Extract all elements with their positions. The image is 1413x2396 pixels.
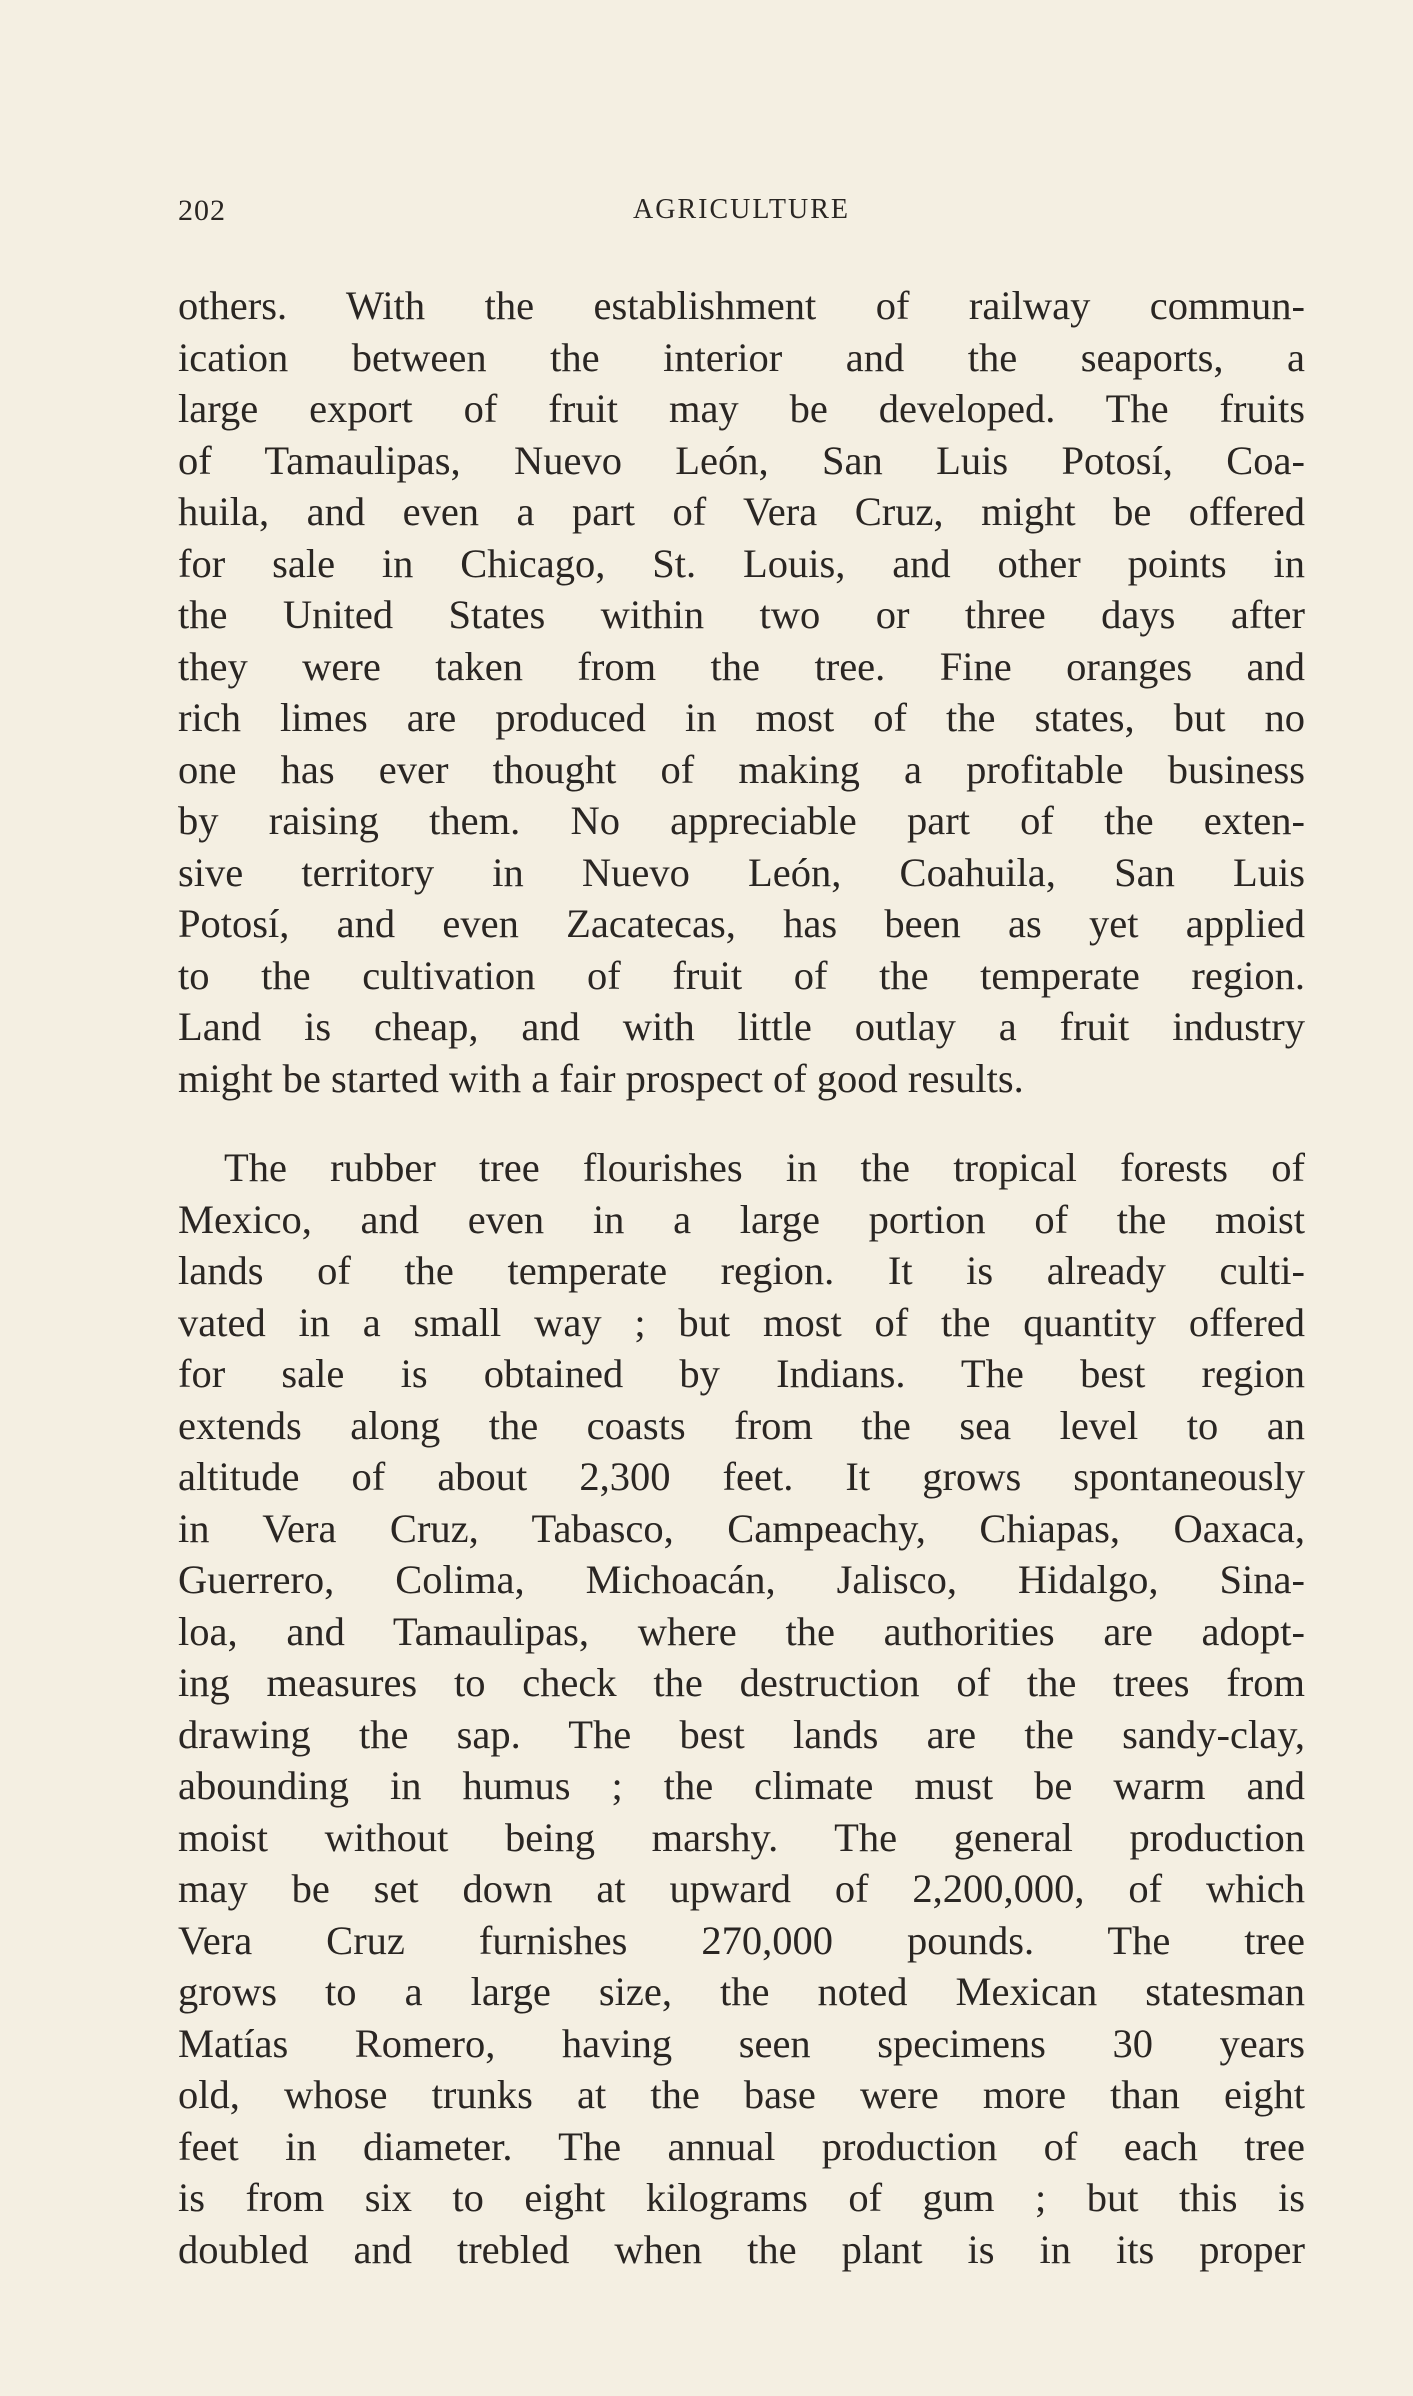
running-head (178, 194, 1305, 234)
text-line: others. With the establishment of railway commun- (178, 283, 1305, 328)
text-line: to the cultivation of fruit of the temperate region. (178, 952, 1305, 998)
text-line: may be set down at upward of 2,200,000, of which (178, 1866, 1305, 1911)
text-line: they were taken from the tree. Fine oranges and (178, 643, 1305, 689)
text-line: Guerrero, Colima, Michoacán, Jalisco, Hidalgo, Sina- (178, 1557, 1305, 1602)
text-line: Potosí, and even Zacatecas, has been as yet applied (178, 901, 1305, 946)
text-line: Vera Cruz furnishes 270,000 pounds. The tree (178, 1917, 1305, 1963)
text-line: lands of the temperate region. It is already culti- (178, 1248, 1305, 1293)
text-line: altitude of about 2,300 feet. It grows spontaneously (178, 1454, 1305, 1499)
text-line: by raising them. No appreciable part of the exten- (178, 798, 1305, 843)
text-line: ication between the interior and the seaports, a (178, 334, 1305, 380)
text-line: drawing the sap. The best lands are the sandy-clay, (178, 1711, 1305, 1757)
page-number: 202 (178, 194, 226, 227)
text-line: might be started with a fair prospect of good results. (178, 1055, 1024, 1101)
text-line: doubled and trebled when the plant is in its proper (178, 2226, 1305, 2272)
text-line: is from six to eight kilograms of gum ; but this is (178, 2175, 1305, 2220)
text-line: the United States within two or three days after (178, 592, 1305, 637)
text-line: Matías Romero, having seen specimens 30 years (178, 2020, 1305, 2066)
text-line: loa, and Tamaulipas, where the authorities are adopt- (178, 1608, 1305, 1654)
text-line: feet in diameter. The annual production of each tree (178, 2123, 1305, 2169)
text-line: The rubber tree flourishes in the tropical forests of (224, 1145, 1305, 1190)
text-line: moist without being marshy. The general production (178, 1814, 1305, 1860)
text-line: Mexico, and even in a large portion of the moist (178, 1196, 1305, 1242)
text-line: huila, and even a part of Vera Cruz, might be offered (178, 489, 1305, 534)
text-line: in Vera Cruz, Tabasco, Campeachy, Chiapas, Oaxaca, (178, 1505, 1305, 1551)
text-line: one has ever thought of making a profitable business (178, 746, 1305, 792)
text-line: sive territory in Nuevo León, Coahuila, San Luis (178, 849, 1305, 895)
text-line: for sale in Chicago, St. Louis, and other points in (178, 540, 1305, 586)
running-title: AGRICULTURE (633, 194, 850, 225)
text-line: rich limes are produced in most of the states, but no (178, 695, 1305, 740)
paragraph-rubber-tree (178, 1142, 1305, 2275)
text-line: Land is cheap, and with little outlay a fruit industry (178, 1004, 1305, 1049)
text-line: extends along the coasts from the sea level to an (178, 1402, 1305, 1448)
text-line: old, whose trunks at the base were more than eight (178, 2072, 1305, 2117)
text-line: ing measures to check the destruction of the trees from (178, 1660, 1305, 1705)
text-line: large export of fruit may be developed. The fruits (178, 386, 1305, 431)
paragraph-fruit-export (178, 280, 1305, 1104)
text-line: of Tamaulipas, Nuevo León, San Luis Potosí, Coa- (178, 437, 1305, 483)
text-line: grows to a large size, the noted Mexican statesman (178, 1969, 1305, 2014)
text-line: vated in a small way ; but most of the quantity offered (178, 1299, 1305, 1345)
text-line: abounding in humus ; the climate must be warm and (178, 1763, 1305, 1808)
text-line: for sale is obtained by Indians. The best region (178, 1351, 1305, 1396)
